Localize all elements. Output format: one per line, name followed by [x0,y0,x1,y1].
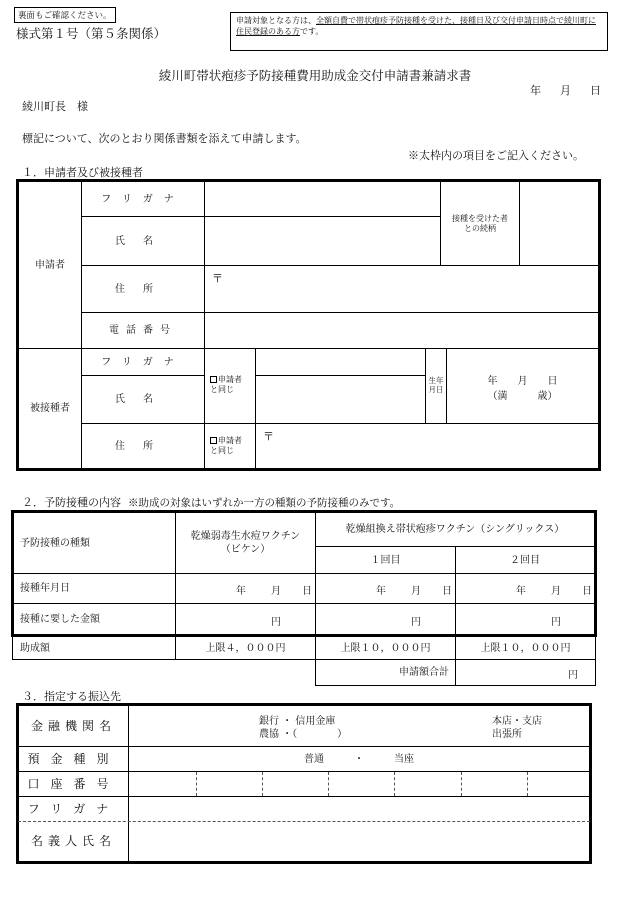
holder-furigana-input[interactable] [129,797,589,821]
same-as-applicant-name-checkbox[interactable] [210,375,242,395]
year-label: 年 [376,586,386,597]
recipient-name-label: 氏名 [115,394,171,405]
section1-heading: １．申請者及び被接種者 [22,166,143,179]
same-label-1: 申請者 [218,375,242,384]
month-label: 月 [271,586,281,597]
same-label-4: と同じ [210,446,234,455]
account-number-label: 口座番号 [27,776,120,791]
account-number-input[interactable] [129,772,589,796]
recipient-name-input[interactable] [256,376,425,423]
section2-heading-note: ※助成の対象はいずれか一方の種類の予防接種のみです。 [128,497,401,509]
total-yen-label: 円 [568,670,578,681]
day-label: 日 [442,586,452,597]
date-dose2-input[interactable] [456,574,594,603]
applicant-postal-mark: 〒 [212,272,223,285]
cost-dose1-input[interactable] [316,604,455,635]
vaccine-bikken [176,513,315,573]
addressee: 綾川町長 様 [22,100,88,113]
birthdate-label [426,370,446,400]
vaccine-bikken-line2: （ビケン） [220,544,271,555]
day-label: 日 [582,586,592,597]
branch-type-line1: 本店・支店 [492,716,542,727]
date-dose1-input[interactable] [316,574,455,603]
deposit-type-label: 預金種別 [27,751,120,766]
dose1-label: １回目 [370,554,401,566]
relation-input[interactable] [520,182,598,265]
branch-type-line2: 出張所 [492,729,522,740]
back-confirm-note: 裏面もご確認ください。 [14,7,116,23]
year-label: 年 [516,586,526,597]
month-label: 月 [411,586,421,597]
applicant-name-input[interactable] [205,217,440,265]
page-title: 綾川町帯状疱疹予防接種費用助成金交付申請書兼請求書 [158,68,472,83]
same-label-3: 申請者 [218,436,242,445]
yen-label: 円 [551,617,561,628]
subsidy-limit-dose2: 上限１０，０００円 [480,642,571,654]
applicant-furigana-input[interactable] [205,182,440,216]
vaccine-bikken-line1: 乾燥弱毒生水痘ワクチン [190,531,301,542]
cost-dose2-input[interactable] [456,604,594,635]
section3-heading: ３．指定する振込先 [22,690,121,703]
recipient-address-label: 住所 [115,440,171,452]
applicant-label: 申請者 [35,259,65,271]
same-as-applicant-address-checkbox[interactable] [210,436,242,456]
account-holder-input[interactable] [129,822,589,861]
yen-label: 円 [411,617,421,628]
deposit-type-options[interactable]: 普通 ・ 当座 [304,753,414,765]
section2-heading [22,494,400,510]
account-holder-label: 名義人氏名 [30,834,116,848]
subsidy-limit-dose1: 上限１０，０００円 [340,642,431,654]
vaccine-shingrix: 乾燥組換え帯状疱疹ワクチン（シングリックス） [345,524,565,535]
bank-type-line2: 農協 ・（ ） [259,729,348,740]
recipient-furigana-input[interactable] [256,349,425,375]
form-number: 様式第１号（第５条関係） [16,26,167,41]
applicant-furigana-label: フリガナ [101,193,185,205]
recipient-postal-mark: 〒 [263,430,274,443]
relation-label-line1: 接種を受けた者 [452,213,508,223]
relation-label-line2: との続柄 [464,223,496,233]
institution-input[interactable] [129,706,589,746]
cost-label: 接種に要した金額 [20,614,100,625]
checkbox-icon [210,437,217,444]
notice-underlined: 全額自費で帯状疱疹予防接種を受けた、接種日及び交付申請日時点で綾川町に住民登録のある方 [236,16,596,36]
same-label-2: と同じ [210,385,234,394]
relation-label [441,182,519,265]
total-amount-input[interactable] [456,660,595,685]
date-bikken-input[interactable] [176,574,315,603]
eligibility-notice [230,12,608,51]
year-label: 年 [236,586,246,597]
notice-text-1: 申請対象となる方は、 [236,16,316,25]
vaccine-type-label: 予防接種の種類 [20,537,90,549]
applicant-address-label: 住所 [115,283,171,295]
notice-text-2: です。 [300,27,324,36]
institution-label: 金融機関名 [30,718,116,733]
recipient-furigana-label: フリガナ [101,356,185,368]
dose2-label: ２回目 [510,554,540,566]
checkbox-icon [210,376,217,383]
applicant-address-input[interactable] [205,266,598,312]
month-label: 月 [551,586,561,597]
age-field[interactable]: （満 歳） [487,391,558,402]
vaccination-date-label: 接種年月日 [20,583,70,594]
section2-heading-text: ２．予防接種の内容 [22,496,121,509]
day-label: 日 [302,586,312,597]
total-label: 申請額合計 [399,667,449,678]
applicant-phone-input[interactable] [205,313,598,348]
intro-text: 標記について、次のとおり関係書類を添えて申請します。 [22,132,307,145]
instruction-text: ※太枠内の項目をご記入ください。 [408,149,584,162]
birthdate-label-1: 生年 [428,376,444,385]
birthdate-ymd[interactable]: 年 月 日 [487,376,558,387]
subsidy-label: 助成額 [20,642,50,654]
yen-label: 円 [271,617,281,628]
bank-type-line1: 銀行 ・ 信用金庫 [259,716,336,727]
applicant-name-label: 氏名 [115,235,171,247]
recipient-label: 被接種者 [30,403,70,414]
applicant-phone-label: 電話番号 [109,325,177,336]
cost-bikken-input[interactable] [176,604,315,635]
subsidy-limit-bikken: 上限４，０００円 [205,642,286,654]
date-line: 年 月 日 [530,84,605,97]
recipient-address-input[interactable] [256,424,598,468]
birthdate-label-2: 月日 [428,385,444,394]
holder-furigana-label: フリガナ [27,801,120,816]
